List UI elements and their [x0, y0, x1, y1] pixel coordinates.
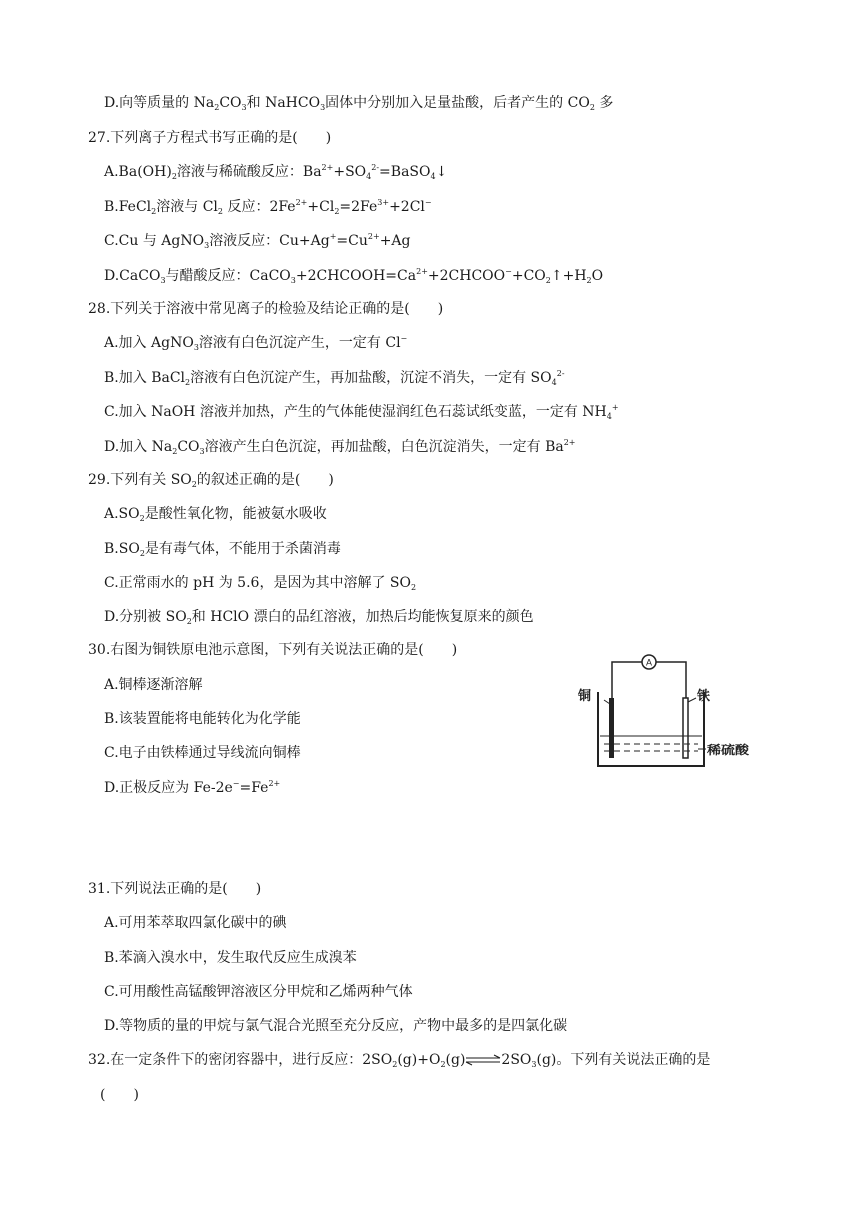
q30-option-c: C.电子由铁棒通过导线流向铜棒 — [104, 745, 301, 761]
q28-option-d: D.加入 $Na_2CO_3$溶液产生白色沉淀，再加盐酸，白色沉淀消失，一定有 $Ba^{2+}$ — [104, 438, 576, 456]
q31-option-d: D.等物质的量的甲烷与氯气混合光照至充分反应，产物中最多的是四氯化碳 — [104, 1018, 568, 1034]
q28-option-b: B.加入 BaCl$_2$溶液有白色沉淀产生，再加盐酸，沉淀不消失，一定有 $SO_4^{2-}$ — [104, 369, 565, 387]
q28-option-c: C.加入 NaOH 溶液并加热，产生的气体能使湿润红色石蕊试纸变蓝，一定有 $NH_4^+$ — [104, 403, 619, 421]
q30-stem: 30.右图为铜铁原电池示意图，下列有关说法正确的是( ) — [88, 642, 458, 658]
q29-option-a: $A.SO_2$是酸性氧化物，能被氨水吸收 — [104, 506, 327, 523]
iron-rod — [683, 698, 688, 758]
q29-option-c: C.正常雨水的 pH 为 5.6，是因为其中溶解了 $SO_2$ — [104, 575, 417, 592]
q30-option-b: B.该装置能将电能转化为化学能 — [104, 711, 301, 727]
iron-label: 铁 — [697, 689, 711, 704]
q27-option-b: B.FeCl$_2$溶液与 $Cl_2$ 反应：$2Fe^{2+}+Cl_2=2Fe^{3+}+2Cl^-$ — [104, 198, 432, 216]
copper-rod — [609, 698, 614, 758]
q29-option-b: $B.SO_2$是有毒气体，不能用于杀菌消毒 — [104, 541, 341, 558]
acid-label: 稀硫酸 — [707, 743, 744, 757]
q28-option-a: A.加入 AgNO$_3$溶液有白色沉淀产生，一定有 Cl− — [104, 334, 408, 352]
equilibrium-arrow-icon — [465, 1055, 501, 1065]
q26-option-d: D.向等质量的 $Na_2CO_3$和 NaHCO$_3$固体中分别加入足量盐酸，后者产生的 $CO_2$ 多 — [104, 95, 614, 112]
q28-stem: 28.下列关于溶液中常见离子的检验及结论正确的是( ) — [88, 301, 444, 317]
q30-option-a: A.铜棒逐渐溶解 — [104, 677, 203, 693]
q29-stem: 29.下列有关 $SO_2$的叙述正确的是( ) — [88, 472, 334, 489]
q31-option-c: C.可用酸性高锰酸钾溶液区分甲烷和乙烯两种气体 — [104, 984, 413, 1000]
q29-option-d: D.分别被 $SO_2$和 HClO 漂白的品红溶液，加热后均能恢复原来的颜色 — [104, 609, 534, 626]
q27-stem: 27.下列离子方程式书写正确的是( ) — [88, 130, 332, 146]
q30-option-d: D.正极反应为 $Fe-2e^-=Fe^{2+}$ — [104, 779, 281, 796]
q31-option-a: A.可用苯萃取四氯化碳中的碘 — [104, 915, 287, 931]
q27-option-d: D.CaCO$_3$与醋酸反应：$CaCO_3+2CHCOOH=Ca^{2+}+2CHCOO^-+CO_2↑+H_2O$ — [104, 267, 604, 285]
q32-stem: 32.在一定条件下的密闭容器中，进行反应：$2SO_2(g)+O_2(g)$ $2SO_3(g)$。下列有关说法正确的是 — [88, 1052, 711, 1069]
q32-stem-bracket: ( ) — [100, 1087, 139, 1103]
galvanic-cell-diagram — [574, 654, 744, 772]
q31-stem: 31.下列说法正确的是( ) — [88, 881, 262, 897]
q27-option-c: C.Cu 与 AgNO$_3$溶液反应：$Cu+Ag^+=Cu^{2+}+Ag$ — [104, 232, 411, 250]
q31-option-b: B.苯滴入溴水中，发生取代反应生成溴苯 — [104, 950, 357, 966]
q27-option-a: $A.Ba(OH)_2$溶液与稀硫酸反应：$Ba^{2+}+SO_4^{2-}=BaSO_4↓$ — [104, 163, 448, 181]
copper-label: 铜 — [578, 689, 592, 704]
ammeter-label: A — [645, 657, 653, 668]
